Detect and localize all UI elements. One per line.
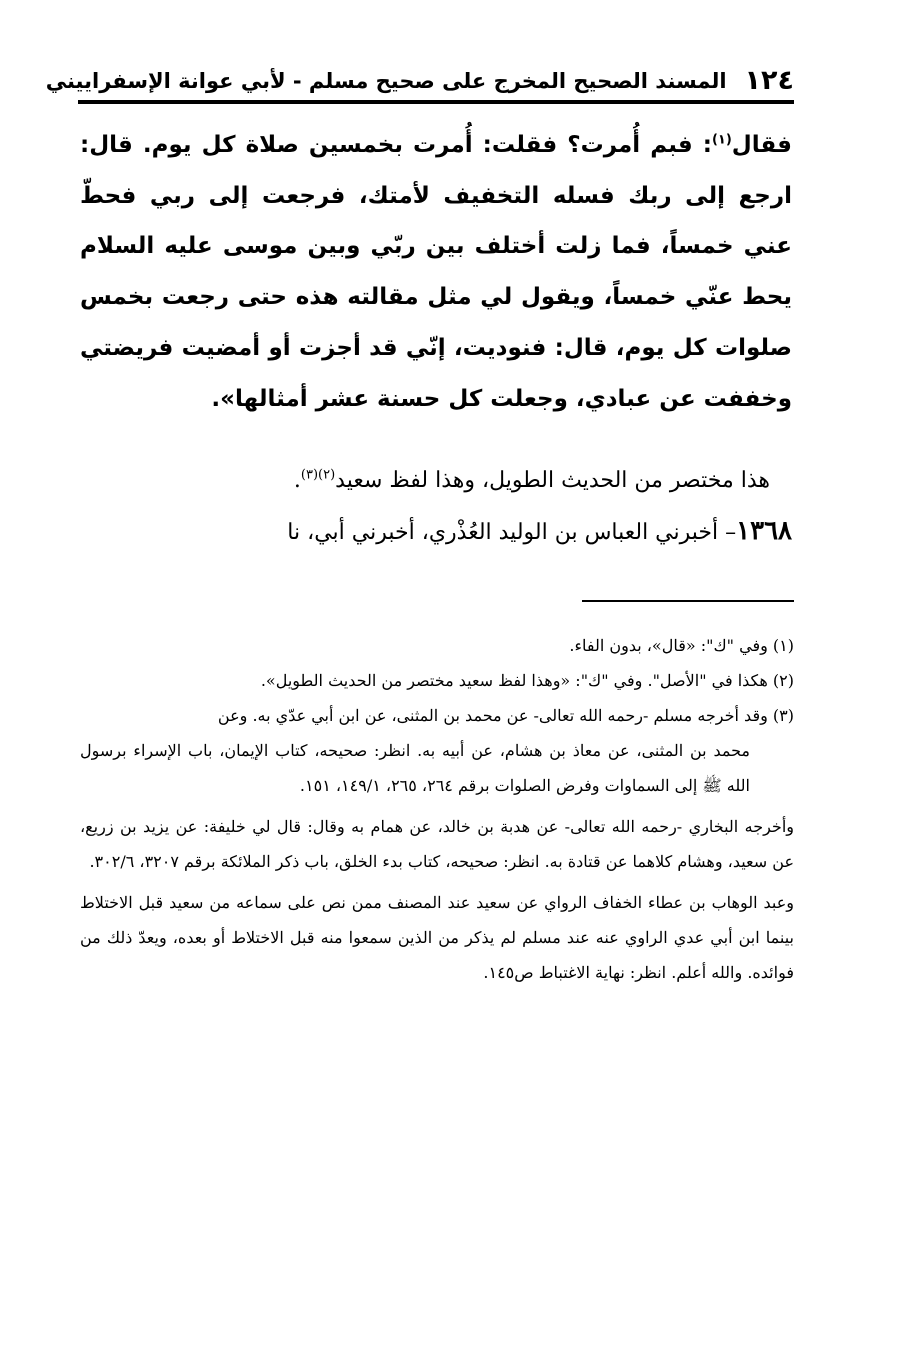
footnote-3-cont-3: وعبد الوهاب بن عطاء الخفاف الرواي عن سعيد عند المصنف ممن نص على سماعه من سعيد قبل الاختلاط بينما ابن أبي عدي الراوي عنه عند مسلم لم يذكر من الذين سمعوا منه قبل الاختلاط أو بعده، ويعدّ ذلك من فوائده. والله أعلم. انظر: نهاية الاغتباط ص١٤٥. xyxy=(80,893,795,982)
author-note-text: هذا مختصر من الحديث الطويل، وهذا لفظ سعيد xyxy=(335,468,770,493)
footnote-ref-2-3: (٢)(٣) xyxy=(300,467,336,483)
hadith-number: ١٣٦٨ xyxy=(736,516,792,546)
footnote-3: (٣) وقد أخرجه مسلم -رحمه الله تعالى- عن محمد بن المثنى، عن ابن أبي عدّي به. وعن xyxy=(217,706,794,725)
para1-start: فقال xyxy=(731,132,792,158)
main-text-block xyxy=(80,120,792,424)
page-header xyxy=(45,58,794,98)
para1-rest: : فبم أُمرت؟ فقلت: أُمرت بخمسين صلاة كل يوم. قال: ارجع إلى ربك فسله التخفيف لأمتك، فرجعت إلى ربي فحطّ عني خمساً، فما زلت أختلف بين ربّي وبين موسى عليه السلام يحط عنّي خمساً، ويقول لي مثل مقالته هذه حتى رجعت بخمس صلوات كل يوم، قال: فنوديت، إنّي قد أجزت أو أمضيت فريضتي وخففت عن عبادي، وجعلت كل حسنة عشر أمثالها». xyxy=(80,132,792,412)
hadith-text: – أخبرني العباس بن الوليد العُذْري، أخبرني أبي، نا xyxy=(287,520,737,545)
author-note-end: . xyxy=(293,468,301,493)
footnote-3-cont-2: وأخرجه البخاري -رحمه الله تعالى- عن هدبة بن خالد، عن همام به وقال: قال لي خليفة: عن يزيد بن زريع، عن سعيد، وهشام كلاهما عن قتادة به. انظر: صحيحه، كتاب بدء الخلق، باب ذكر الملائكة برقم ٣٢٠٧، ٣٠٢/٦. xyxy=(80,817,794,871)
hadith-1368-paragraph xyxy=(80,506,792,558)
footnote-rule xyxy=(582,600,794,602)
footnote-1: (١) وفي "ك": «قال»، بدون الفاء. xyxy=(569,636,794,655)
footnote-2: (٢) هكذا في "الأصل". وفي "ك": «وهذا لفظ سعيد مختصر من الحديث الطويل». xyxy=(260,671,794,690)
footnote-ref-1: (١) xyxy=(711,132,732,148)
footnote-3-cont-1: محمد بن المثنى، عن معاذ بن هشام، عن أبيه به. انظر: صحيحه، كتاب الإيمان، باب الإسراء برسول الله ﷺ إلى السماوات وفرض الصلوات برقم ٢٦٤، ٢٦٥، ١٤٩/١، ١٥١. xyxy=(80,741,750,795)
hadith-continuation-paragraph xyxy=(80,120,792,424)
header-rule xyxy=(78,100,794,104)
page-number: ١٢٤ xyxy=(744,65,794,96)
author-note-paragraph xyxy=(80,456,792,506)
footnotes-block xyxy=(80,628,794,990)
running-title: المسند الصحيح المخرج على صحيح مسلم - لأبي عوانة الإسفراييني xyxy=(45,69,727,93)
commentary-block xyxy=(80,456,792,558)
